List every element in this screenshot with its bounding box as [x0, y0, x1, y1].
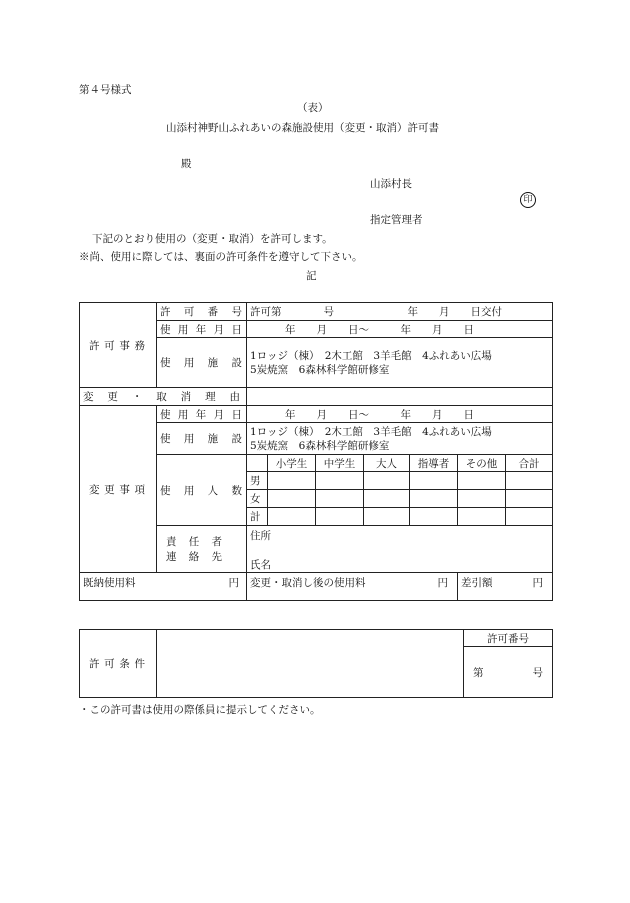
contact-info-label: 連絡先 [166, 551, 222, 563]
headcount-cell [364, 490, 410, 508]
side-indicator: （表） [297, 102, 329, 114]
column-header: 指導者 [410, 455, 458, 472]
headcount-label: 使用人数 [157, 455, 247, 526]
row-label-male: 男 [247, 472, 268, 490]
change-reason-label: 変更・取消理由 [80, 388, 247, 406]
column-header: 合計 [506, 455, 553, 472]
permit-table [79, 302, 553, 601]
conditions-body [157, 630, 464, 698]
headcount-cell [458, 508, 506, 526]
facility-line-2: 5炭焼窯 6森林科学館研修室 [250, 363, 390, 376]
permit-number-prefix: 第 [473, 666, 484, 679]
headcount-cell [506, 472, 553, 490]
row-label-total: 計 [247, 508, 268, 526]
conditions-permit-number-header: 許可番号 [464, 630, 553, 647]
intro-text: 下記のとおり使用の（変更・取消）を許可します。 [92, 233, 333, 245]
column-header: 中学生 [316, 455, 364, 472]
headcount-cell [458, 490, 506, 508]
headcount-cell [410, 490, 458, 508]
headcount-cell [410, 472, 458, 490]
change-use-date-value: 年 月 日～ 年 月 日 [247, 406, 553, 423]
after-change-fee-yen: 円 [437, 577, 448, 589]
form-number: 第４号様式 [79, 84, 132, 96]
note-top: ※尚、使用に際しては、裏面の許可条件を遵守して下さい。 [79, 251, 363, 263]
name-label: 氏名 [250, 559, 271, 571]
permit-number-label: 許可番号 [157, 303, 247, 321]
facility-options [247, 338, 553, 388]
headcount-corner [247, 455, 268, 472]
change-section-label: 変更事項 [80, 406, 157, 573]
document-title: 山添村神野山ふれあいの森施設使用（変更・取消）許可書 [166, 122, 439, 134]
facility-label: 使用施設 [157, 338, 247, 388]
headcount-cell [316, 490, 364, 508]
headcount-cell [268, 472, 316, 490]
headcount-cell [506, 508, 553, 526]
facility-line-1: 1ロッジ（棟） 2木工館 3羊毛館 4ふれあい広場 [250, 349, 492, 362]
headcount-cell [458, 472, 506, 490]
change-facility-line-2: 5炭焼窯 6森林科学館研修室 [250, 439, 390, 452]
column-header: 小学生 [268, 455, 316, 472]
headcount-cell [268, 508, 316, 526]
addressee-suffix: 殿 [181, 158, 192, 170]
change-reason-value [247, 388, 553, 406]
change-facility-label: 使用施設 [157, 423, 247, 455]
difference-yen: 円 [532, 577, 543, 589]
permit-number-value: 許可第 号 年 月 日交付 [247, 303, 553, 321]
paid-fee-yen: 円 [228, 577, 239, 589]
difference-label: 差引額 [461, 577, 493, 589]
contact-info [247, 526, 553, 573]
headcount-cell [506, 490, 553, 508]
conditions-permit-number [464, 647, 553, 698]
change-use-date-label: 使用年月日 [157, 406, 247, 423]
headcount-cell [410, 508, 458, 526]
headcount-cell [364, 508, 410, 526]
issuer: 山添村長 [370, 178, 412, 190]
headcount-cell [268, 490, 316, 508]
row-label-female: 女 [247, 490, 268, 508]
column-header: その他 [458, 455, 506, 472]
difference-amount [458, 573, 553, 601]
designated-manager: 指定管理者 [370, 214, 423, 226]
column-header: 大人 [364, 455, 410, 472]
conditions-table [79, 629, 553, 698]
seal-mark: 印 [520, 192, 536, 208]
after-change-fee [247, 573, 458, 601]
ki-heading: 記 [306, 270, 317, 282]
contact-label [157, 526, 247, 573]
permit-number-suffix: 号 [532, 666, 543, 679]
use-date-label: 使用年月日 [157, 321, 247, 338]
conditions-label: 許可条件 [80, 630, 157, 698]
note-bottom: ・この許可書は使用の際係員に提示してください。 [79, 704, 321, 716]
responsible-person-label: 責任者 [166, 536, 222, 548]
headcount-cell [316, 472, 364, 490]
headcount-cell [316, 508, 364, 526]
permit-section-label: 許可事務 [80, 303, 157, 388]
address-label: 住所 [250, 530, 271, 542]
use-date-value: 年 月 日～ 年 月 日 [247, 321, 553, 338]
headcount-cell [364, 472, 410, 490]
change-facility-options [247, 423, 553, 455]
change-facility-line-1: 1ロッジ（棟） 2木工館 3羊毛館 4ふれあい広場 [250, 425, 492, 438]
paid-fee-label: 既納使用料 [83, 577, 136, 589]
paid-fee [80, 573, 247, 601]
after-change-fee-label: 変更・取消し後の使用料 [250, 577, 366, 589]
